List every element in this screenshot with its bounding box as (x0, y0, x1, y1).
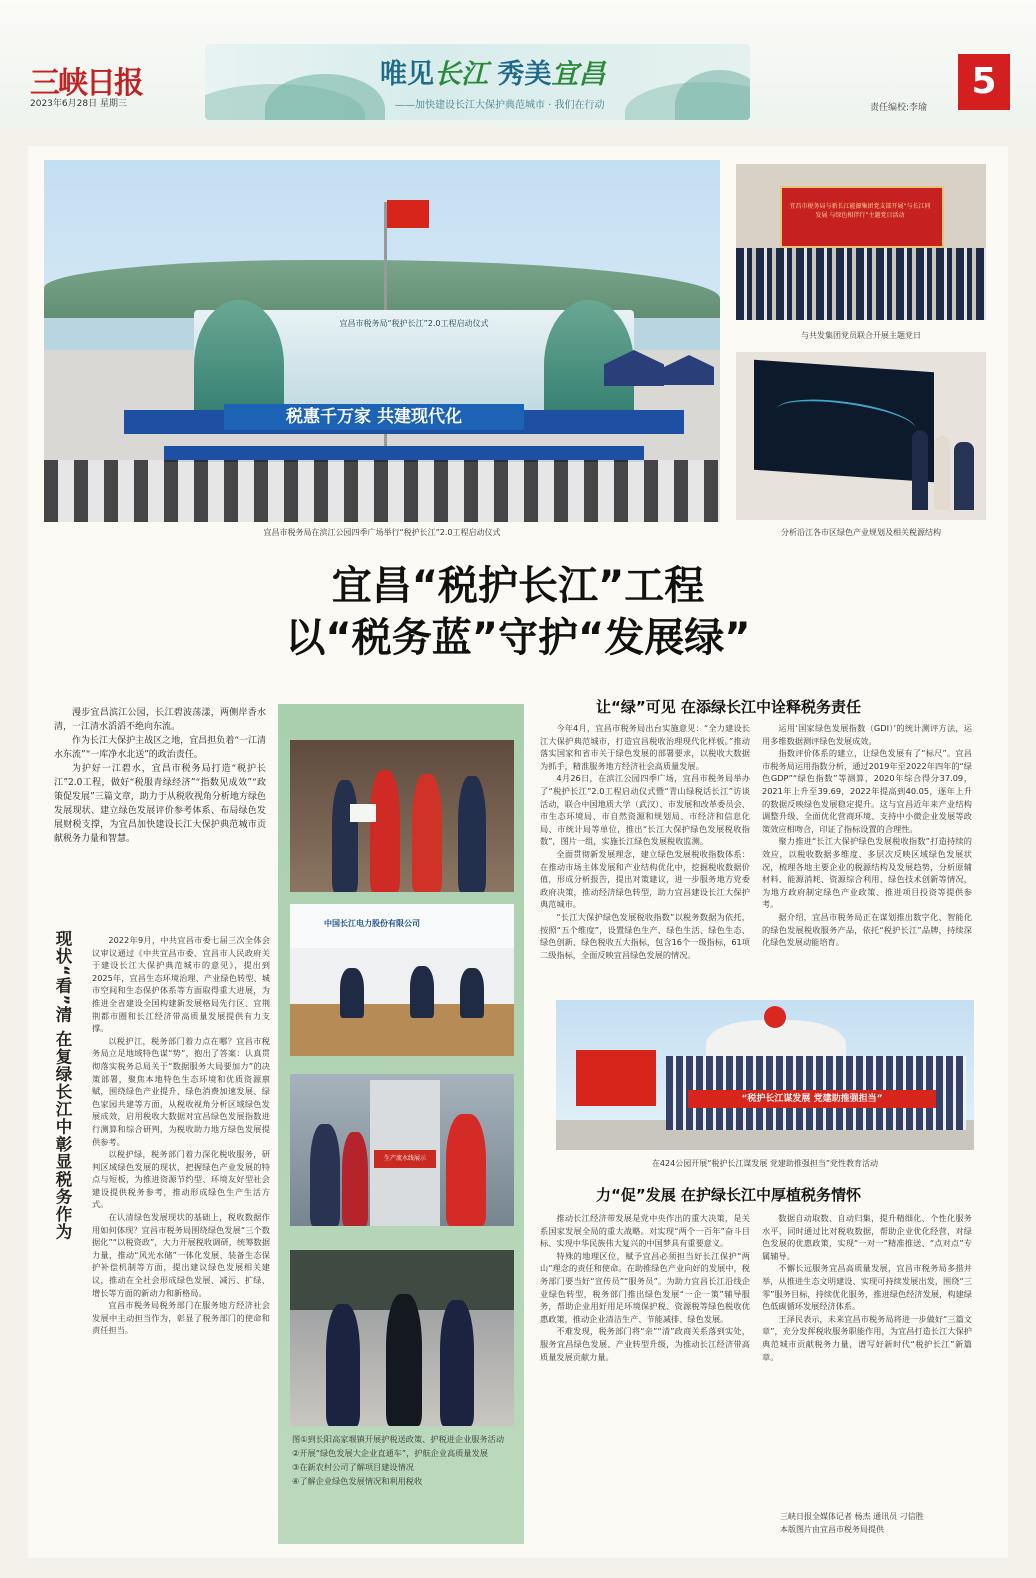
group-banner-text: “税护长江谋发展 党建助推强担当” (688, 1090, 936, 1108)
section3-column2 (762, 1212, 972, 1496)
panel-photo-1 (290, 740, 514, 892)
group-photo-caption: 在424公园开展“税护长江谋发展 党建助推强担当”党性教育活动 (651, 1159, 879, 1168)
headline-line1: 宜昌“税护长江”工程 (331, 563, 705, 609)
flag-icon (387, 200, 429, 228)
page-number: 5 (958, 54, 1010, 110)
group-photo (556, 1000, 974, 1150)
section2-title: 让“绿”可见 在添绿长江中诠释税务责任 (596, 698, 861, 716)
panel-photo-2 (290, 904, 514, 1056)
banner-title: 唯见长江 秀美宜昌 (380, 59, 606, 90)
body-paragraph: 以税护绿，税务部门着力深化税收服务，研判区域绿色发展的现状，把握绿色产业发展的特点与短板，为推进资源节约型、环境友好型社会建设提供税务参考，推动形成绿色生产生活方式。 (92, 1149, 270, 1210)
body-paragraph: 全面贯彻新发展理念，建立绿色发展税收指数体系：在推动市场主体发展和产业结构优化中，挖掘税收数据价值，形成分析报告，提出对策建议，进一步服务地方党委政府决策，推动经济绿色转型，助力宜昌建设长江大保护典范城市。 (540, 848, 750, 910)
body-paragraph: 2022年9月，中共宜昌市委七届三次全体会议审议通过《中共宜昌市委、宜昌市人民政府关于建设长江大保护典范城市的意见》，提出到2025年，宜昌生态环境治理、产业绿色转型、城市空间和生态保护体系等方面取得重大进展，为推进全省建设全国构建新发展格局先行区、宜荆荆都市圈和长江经济带高质量发展提供有力支撑。 (92, 935, 270, 1034)
body-paragraph: 王泽民表示，未来宜昌市税务局将进一步做好“三篇文章”，充分发挥税收服务职能作用，为宜昌打造长江大保护典范城市贡献税务力量，谱写好新时代“税护长江”新篇章。 (762, 1313, 972, 1362)
body-paragraph: “长江大保护绿色发展税收指数”以税务数据为依托，按照“五个维度”，设置绿色生产、绿色生活、绿色生态、绿色创新、绿色税收五大指标，包含16个一级指标，61项二级指标，全面反映宜昌绿色发展的情况。 (540, 911, 750, 960)
body-paragraph: 数据自动取数、自动归集，提升精细化、个性化服务水平，同时通过比对税收数据，帮助企业优化经营，对绿色发展的优惠政策，实现“一对一”精准推送、“点对点”专属辅导。 (762, 1213, 972, 1261)
party-day-caption: 与共发集团党员联合开展主题党日 (801, 331, 921, 340)
analysis-caption: 分析沿江各市区绿色产业规划及相关税源结构 (781, 528, 941, 537)
section2-column2 (762, 722, 972, 982)
body-paragraph: 推动长江经济带发展是党中央作出的重大决策，是关系国家发展全局的重大战略。对实现“两个一百年”奋斗目标、实现中华民族伟大复兴的中国梦具有重要意义。 (540, 1213, 750, 1249)
body-paragraph: 聚力推进“长江大保护绿色发展税收指数”打造持续的效应，以税收数据多维度、多层次反映区域绿色发展状况，梳理各地主要企业的税源结构及发展趋势，分析原辅材料、能源消耗、资源综合利用、绿色技术创新等情况，为地方政府制定绿色产业政策、推进项目投资等提供参考。 (762, 836, 972, 910)
body-paragraph: 今年4月，宜昌市税务局出台实施意见：“全力建设长江大保护典范城市，打造宜昌税收治理现代化样板。”推动落实国家和省市关于绿色发展的部署要求，以税收大数据为抓手，精准服务地方经济社会高质量发展。 (540, 723, 750, 771)
body-paragraph: 不懈长远服务宜昌高质量发展，宜昌市税务局多措并举，从推进生态文明建设、实现可持续发展出发，围绕“三零”服务目标，持续优化服务，推进绿色经济发展，构建绿色低碳循环发展经济体系。 (762, 1263, 972, 1312)
body-paragraph: 特殊的地理区位，赋予宜昌必须担当好长江保护“两山”理念的责任和使命。在助推绿色产业向好的发展中，税务部门要当好“宣传员”“服务员”。为助力宜昌长江沿线企业绿色转型，税务部门推出绿色发展“一企一策”辅导服务，帮助企业用好用足环境保护税、资源税等绿色税收优惠政策，推动企业清洁生产、节能减排、绿色发展。 (540, 1250, 750, 1324)
stage-backdrop-text: 宜昌市税务局“税护长江”2.0工程启动仪式 (339, 319, 489, 328)
main-photo-caption: 宜昌市税务局在滨江公园四季广场举行“税护长江”2.0工程启动仪式 (263, 528, 501, 537)
machine-sign: 生产流水线展示 (374, 1150, 436, 1168)
body-paragraph: 指数评价体系的建立，让绿色发展有了“标尺”。宜昌市税务局运用指数分析，通过2019年至2022年四年的“绿色GDP”“绿色指数”等测算，2020年综合得分37.09，2021年上升至39.69，2022年提高到40.05，逐年上升的数据反映绿色发展稳定提升。这与宜昌近年来产业结构调整升级、全面优化营商环境、支持中小微企业发展等政策效应相吻合，印证了指标设置的合理性。 (762, 748, 972, 834)
banner-subtitle: ——加快建设长江大保护典范城市 · 我们在行动 (395, 100, 605, 111)
lead-column (54, 706, 266, 910)
body-paragraph: 在认清绿色发展现状的基础上，税收数据作用如何体现？宜昌市税务局围绕绿色发展“三个数据化”“以税资政”，大力开展税收调研，统筹数据力量，推动“风光水储”一体化发展、装备生态保护补偿机制等方面，提出建议绿色发展相关建议，推动在全社会形成绿色发展、减污、扩绿、增长等方面的新动力和新格局。 (92, 1212, 270, 1298)
company-sign: 中国长江电力股份有限公司 (324, 919, 420, 928)
body-paragraph: 运用‘国家绿色发展指数（GDI）’的统计测评方法，运用多维数据测评绿色发展成效。 (762, 723, 972, 746)
body-paragraph: 以税护江，税务部门着力点在哪？宜昌市税务局立足地域特色谋“势”，抱出了答案：认真贯彻落实税务总局关于“数据服务大局要加力”的决策部署，聚焦本地特色生态环境和优质资源禀赋，围绕绿色产业提升、绿色消费加速发展、绿色家园共建等方面，从税收视角分析区域绿色发展成效，启用税收大数据对宜昌绿色发展指数进行测算和综合研判，为税收助力地方绿色发展提供参考。 (92, 1035, 270, 1147)
section3-column1 (540, 1212, 750, 1542)
stage-screen-text: 税惠千万家 共建现代化 (224, 404, 524, 430)
panel-photo-3 (290, 1074, 514, 1226)
main-photo (44, 160, 720, 522)
body-paragraph: 据介绍，宜昌市税务局正在谋划推出数字化、智能化的绿色发展税收服务产品，依托“税护长江”品牌，持续深化绿色发展动能培育。 (762, 911, 972, 948)
lead-paragraph: 作为长江大保护主战区之地，宜昌担负着“一江清水东流”“一库净水北送”的政治责任。 (54, 736, 266, 760)
section1-body (92, 934, 270, 1524)
section3-title: 力“促”发展 在护绿长江中厚植税务情怀 (596, 1186, 861, 1204)
editor-credit: 责任编校:李瑜 (870, 103, 928, 113)
headline-line2: 以“税务蓝”守护“发展绿” (285, 615, 751, 661)
analysis-screen-photo (736, 352, 986, 520)
panel-captions (292, 1432, 516, 1488)
party-day-photo (736, 164, 986, 320)
reporter-credit: 三峡日报全媒体记者 杨杰 通讯员 刁信胜 (780, 1512, 924, 1521)
photo-caption-1: 图①到长阳高家堰镇开展护税送政策、护税进企业服务活动 (292, 1434, 505, 1444)
section1-title: 现状“看”清 在复绿长江中彰显税务作为 (53, 930, 72, 1241)
newspaper-logo: 三峡日报 (30, 66, 142, 101)
body-paragraph: 宜昌市税务局税务部门在服务地方经济社会发展中主动担当作为，彰显了税务部门的使命和责任担当。 (92, 1300, 270, 1336)
body-paragraph: 4月26日，在滨江公园四季广场，宜昌市税务局举办了“税护长江”2.0工程启动仪式暨“青山绿税话长江”访谈活动，联合中国地质大学（武汉）、市发展和改革委员会、市生态环境局、市自然资源和规划局、市经济和信息化局、市统计局等单位，推出“长江大保护绿色发展税收指数”，图片一组，实施长江绿色发展税收监测。 (540, 773, 750, 847)
lead-paragraph: 漫步宜昌滨江公园，长江碧波荡漾，两侧岸香水清，一江清水滔滔不绝向东流。 (54, 708, 266, 732)
panel-photo-4 (290, 1250, 514, 1426)
byline (780, 1510, 980, 1536)
lead-paragraph: 为护好一江碧水，宜昌市税务局打造“税护长江”2.0工程，做好“税服青绿经济”“指数见成效”“政策促发展”三篇文章，助力于从税收视角分析地方绿色发展现状、建立绿色发展评价参考体系、布局绿色发展财税支撑，为宜昌加快建设长江大保护典范城市贡献税务力量和智慧。 (54, 764, 266, 844)
photo-caption-2: ②开展“绿色发展大企业直通车”，护航企业高质量发展 (292, 1448, 488, 1458)
photo-caption-3: ③在新农村公司了解项目建设情况 (292, 1462, 414, 1472)
body-paragraph: 不难发现，税务部门将“亲”“清”政商关系落到实处，服务宜昌绿色发展、产业转型升级，为推动长江经济带高质量发展贡献力量。 (540, 1326, 750, 1362)
section2-column1 (540, 722, 750, 982)
section-banner (205, 44, 750, 120)
photo-caption-4: ④了解企业绿色发展情况和利用税收 (292, 1476, 423, 1486)
photo-credit: 本版图片由宜昌市税务局提供 (780, 1525, 884, 1534)
banner-text: 宜昌市税务局与新长江能源集团党支部开展“与长江同发展 与绿色相伴行”主题党日活动 (789, 203, 931, 219)
issue-date: 2023年6月28日 星期三 (30, 99, 127, 109)
